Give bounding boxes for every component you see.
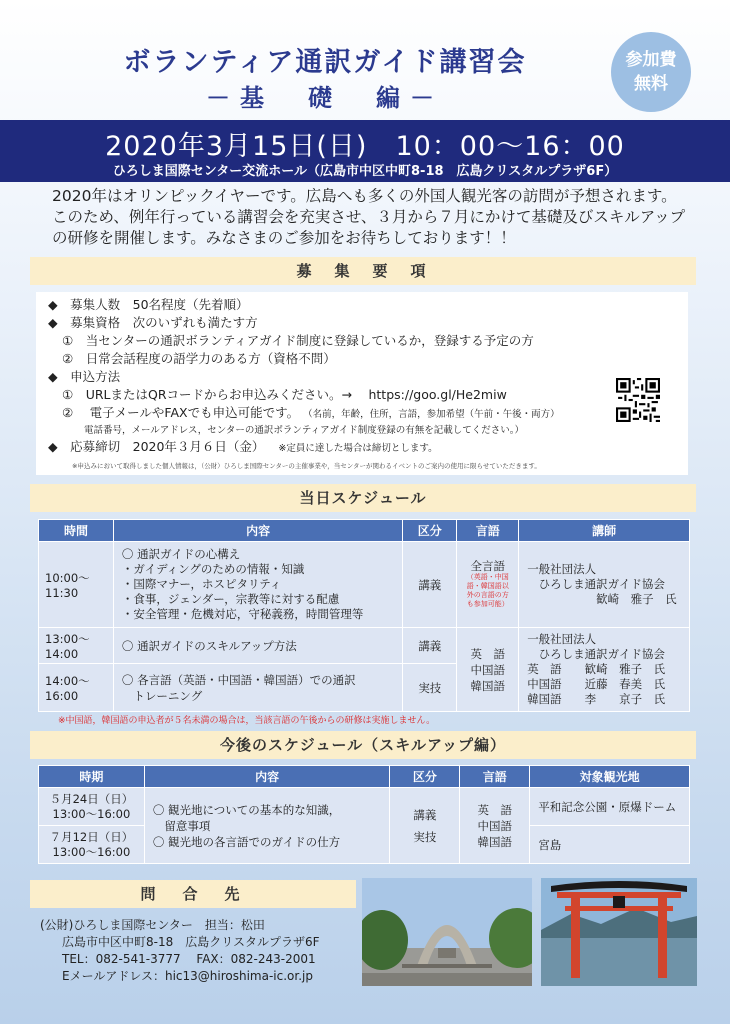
category-item-1: 講義	[413, 807, 437, 822]
row-site: 宮島	[530, 826, 690, 864]
row-period: ５月24日（日） 13:00～16:00	[39, 788, 145, 826]
row-category: 講義	[403, 542, 457, 628]
apply-email-note-a: （名前，年齢，住所，言語，参加希望（午前・午後・両方）	[303, 409, 560, 420]
language-all-note: （英語・中国語・韓国語以外の言語の方も参加可能）	[466, 573, 509, 608]
today-schedule-table	[38, 519, 690, 712]
date-banner	[0, 120, 730, 182]
recruit-qualification: ◆ 募集資格 次のいずれも満たす方	[48, 315, 258, 330]
recruit-deadline	[48, 438, 438, 458]
contact-phone: TEL：082-541-3777 FAX：082-243-2001	[62, 952, 316, 966]
future-schedule-table	[38, 765, 690, 864]
section-heading-today: 当日スケジュール	[30, 484, 696, 512]
table-row	[39, 788, 690, 826]
row-site: 平和記念公園・原爆ドーム	[530, 788, 690, 826]
table-header-row	[39, 766, 690, 788]
col-lecturer: 講師	[519, 520, 690, 542]
content-item-1: 〇 観光地についての基本的な知識， 留意事項	[152, 802, 341, 833]
recruit-apply-url: ① URLまたはQRコードからお申込みください。→ https://goo.gl/He2miw	[62, 387, 507, 402]
contact-address: 広島市中区中町8-18 広島クリスタルプラザ6F	[62, 935, 320, 949]
privacy-note: ※申込みにおいて取得しました個人情報は，（公財）ひろしま国際センターの主催事業や，当センターが関わるイベントのご案内の使用に限らせていただきます。	[72, 462, 541, 470]
fee-badge	[611, 32, 691, 112]
row-period: ７月12日（日） 13:00～16:00	[39, 826, 145, 864]
row-time: 10:00～ 11:30	[39, 542, 114, 628]
miyajima-torii-photo	[541, 878, 697, 986]
row-language	[457, 542, 519, 628]
contact-email: Eメールアドレス：hic13@hiroshima-ic.or.jp	[62, 969, 313, 983]
row-content: 〇 各言語（英語・中国語・韓国語）での通訳 トレーニング	[113, 664, 402, 712]
fee-badge-line1: 参加費	[625, 50, 677, 70]
row-content: 〇 通訳ガイドのスキルアップ方法	[113, 628, 402, 664]
recruit-capacity: ◆ 募集人数 50名程度（先着順）	[48, 297, 249, 312]
row-time: 14:00～ 16:00	[39, 664, 114, 712]
row-language: 英 語 中国語 韓国語	[457, 628, 519, 712]
table-row	[39, 542, 690, 628]
col-period: 時期	[39, 766, 145, 788]
peace-memorial-photo	[362, 878, 532, 986]
page-subtitle: －基 礎 編－	[206, 84, 444, 112]
row-category	[390, 788, 460, 864]
contact-info	[40, 917, 360, 985]
recruit-apply: ◆ 申込方法	[48, 369, 121, 384]
row-language: 英 語 中国語 韓国語	[460, 788, 530, 864]
apply-email-note-b: 電話番号，メールアドレス，センターの通訳ボランティアガイド制度登録の有無を記載してください。）	[84, 425, 525, 436]
row-content	[144, 788, 390, 864]
col-category: 区分	[390, 766, 460, 788]
qr-code-icon[interactable]	[616, 378, 660, 422]
col-site: 対象観光地	[530, 766, 690, 788]
table-row	[39, 628, 690, 664]
row-lecturer: 一般社団法人 ひろしま通訳ガイド協会 歓崎 雅子 氏	[519, 542, 690, 628]
recruit-qual-2: ② 日常会話程度の語学力のある方（資格不問）	[62, 351, 336, 366]
col-language: 言語	[460, 766, 530, 788]
col-time: 時間	[39, 520, 114, 542]
row-lecturer: 一般社団法人 ひろしま通訳ガイド協会 英 語 歓崎 雅子 氏 中国語 近藤 春美 氏 韓国語 李 京子 氏	[519, 628, 690, 712]
section-heading-recruitment: 募 集 要 項	[30, 257, 696, 285]
page-title: ボランティア通訳ガイド講習会	[123, 47, 527, 78]
deadline-text: ◆ 応募締切 2020年３月６日（金）	[48, 439, 265, 454]
col-content: 内容	[113, 520, 402, 542]
fee-badge-line2: 無料	[634, 74, 668, 94]
recruit-apply-email	[62, 404, 560, 424]
col-content: 内容	[144, 766, 390, 788]
category-item-2: 実技	[413, 829, 437, 844]
language-all: 全言語	[470, 559, 505, 573]
intro-text: 2020年はオリンピックイヤーです。広島へも多くの外国人観光客の訪問が予想されます。このため、例年行っている講習会を充実させ、３月から７月にかけて基礎及びスキルアップの研修を開催します。みなさまのご参加をお待ちしております！！	[52, 187, 686, 247]
event-date: 2020年3月15日(日) 10：00～16：00	[105, 131, 625, 162]
row-category: 実技	[403, 664, 457, 712]
contact-org: (公財)ひろしま国際センター 担当：松田	[40, 918, 265, 932]
col-category: 区分	[403, 520, 457, 542]
row-time: 13:00～ 14:00	[39, 628, 114, 664]
section-heading-contact: 問 合 先	[30, 880, 356, 908]
table-header-row	[39, 520, 690, 542]
row-content: 〇 通訳ガイドの心構え ・ガイディングのための情報・知識 ・国際マナー，ホスピタリティ ・食事，ジェンダー，宗教等に対する配慮 ・安全管理・危機対応，守秘義務，時間管理等	[113, 542, 402, 628]
apply-email-text: ② 電子メールやFAXでも申込可能です。	[62, 405, 300, 420]
language-note: ※中国語，韓国語の申込者が５名未満の場合は，当該言語の午後からの研修は実施しません。	[58, 716, 436, 726]
col-language: 言語	[457, 520, 519, 542]
recruitment-box	[36, 292, 688, 475]
section-heading-future: 今後のスケジュール（スキルアップ編）	[30, 731, 696, 759]
row-category: 講義	[403, 628, 457, 664]
content-item-2: 〇 観光地の各言語でのガイドの仕方	[152, 834, 341, 849]
event-venue: ひろしま国際センター交流ホール（広島市中区中町8-18 広島クリスタルプラザ6F）	[112, 164, 618, 179]
recruit-qual-1: ① 当センターの通訳ボランティアガイド制度に登録しているか，登録する予定の方	[62, 333, 534, 348]
deadline-note: ※定員に達した場合は締切とします。	[278, 443, 438, 454]
